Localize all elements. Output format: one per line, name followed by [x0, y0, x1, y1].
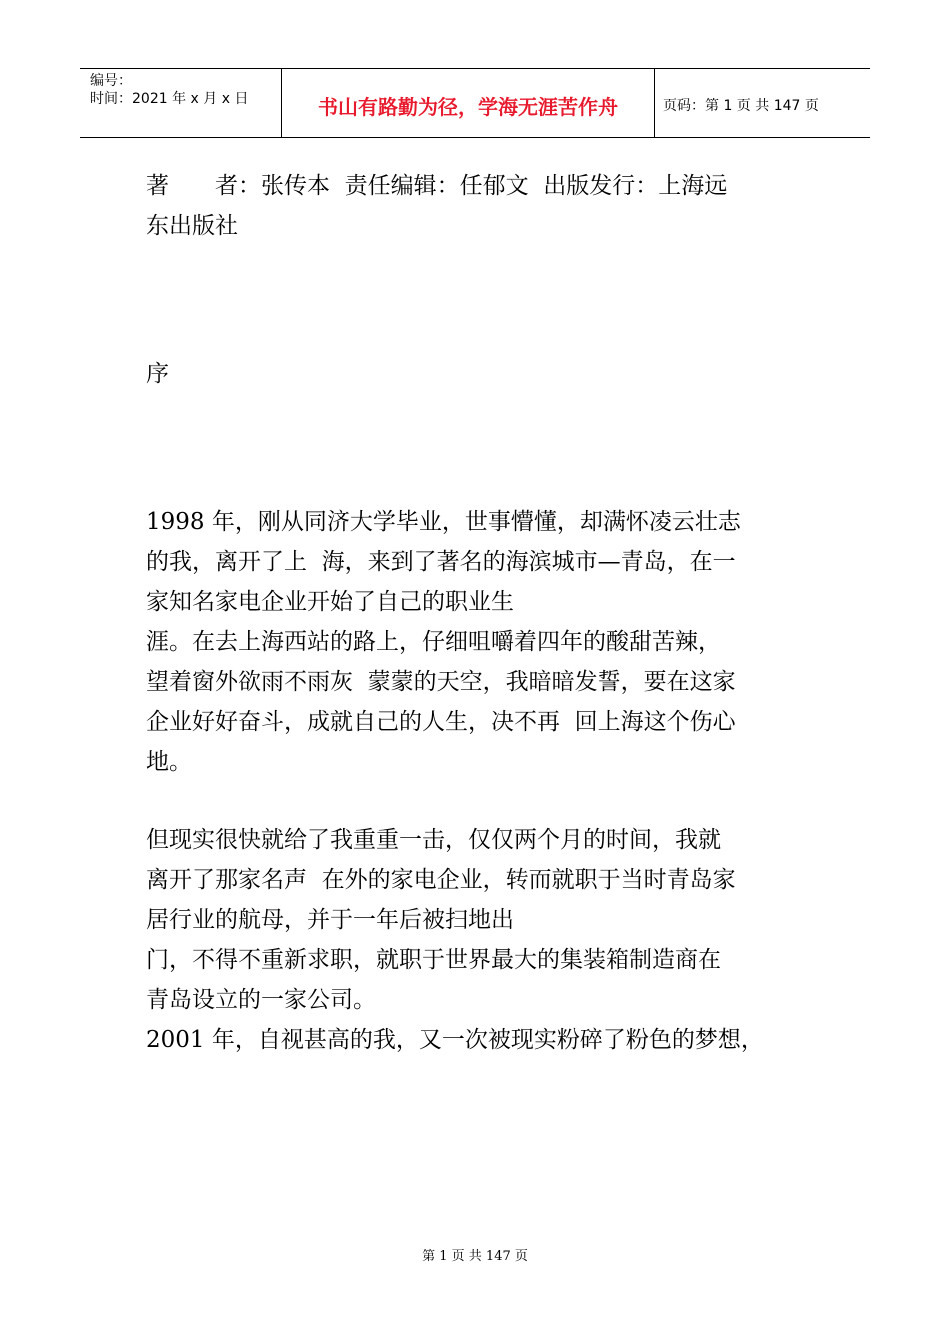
text-line: 但现实很快就给了我重重一击，仅仅两个月的时间，我就: [146, 827, 721, 853]
time-label: 时间：2021 年 x 月 x 日: [90, 91, 249, 107]
text-line: 2001 年，自视甚高的我，又一次被现实粉碎了粉色的梦想，: [146, 1027, 764, 1053]
page-footer: 第 1 页 共 147 页: [422, 1249, 528, 1264]
paragraph-2: [146, 820, 810, 1060]
paragraph-1: [146, 502, 810, 782]
text-line: 涯。在去上海西站的路上，仔细咀嚼着四年的酸甜苦辣，: [146, 629, 721, 655]
text-line: 企业好好奋斗，成就自己的人生，决不再 回上海这个伤心: [146, 709, 736, 735]
document-body: [146, 166, 810, 1060]
section-title: 序: [146, 361, 169, 387]
text-line: 门，不得不重新求职，就职于世界最大的集装箱制造商在: [146, 947, 721, 973]
credits-line: 东出版社: [146, 213, 238, 239]
number-label: 编号：: [90, 73, 132, 89]
text-line: 居行业的航母，并于一年后被扫地出: [146, 907, 514, 933]
credits-line: 著 者：张传本 责任编辑：任郁文 出版发行：上海远: [146, 173, 728, 199]
header-motto: 书山有路勤为径，学海无涯苦作舟: [282, 69, 655, 137]
text-line: 青岛设立的一家公司。: [146, 987, 376, 1013]
header-meta: [80, 69, 282, 137]
header-page-info: 页码：第 1 页 共 147 页: [663, 98, 819, 114]
text-line: 1998 年，刚从同济大学毕业，世事懵懂，却满怀凌云壮志: [146, 509, 741, 535]
text-line: 地。: [146, 749, 192, 775]
page-header: [80, 68, 870, 138]
text-line: 的我，离开了上 海，来到了著名的海滨城市—青岛，在一: [146, 549, 736, 575]
text-line: 家知名家电企业开始了自己的职业生: [146, 589, 514, 615]
text-line: 望着窗外欲雨不雨灰 蒙蒙的天空，我暗暗发誓，要在这家: [146, 669, 736, 695]
text-line: 离开了那家名声 在外的家电企业，转而就职于当时青岛家: [146, 867, 736, 893]
